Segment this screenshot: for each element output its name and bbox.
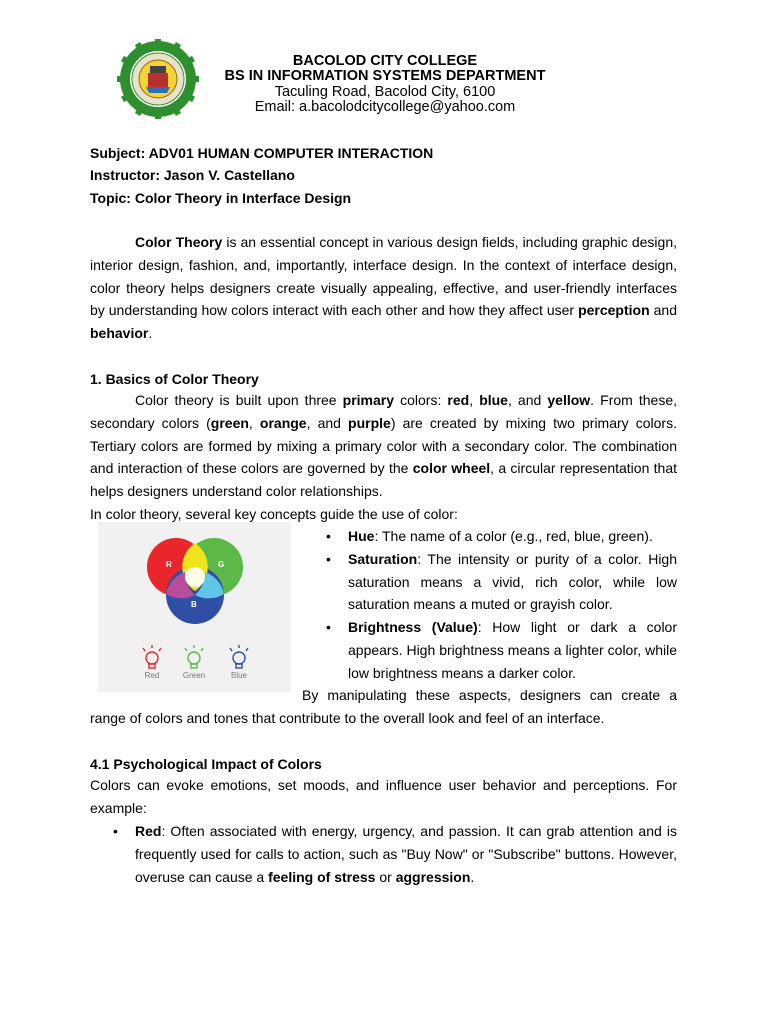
basics-paragraph: Color theory is built upon three primary colors: red, blue, and yellow. From these, secondary colors (green, orange, and purple) are created by mixing two primary colors. Tertiary colors are formed by mixing a primary color with a secondary color. The combination and interaction of these colors are governed by the color wheel, a circular representation that helps designers understand color relationships. — [90, 392, 678, 500]
list-item: • Brightness (Value): How light or dark a color appears. High brightness means a lighter color, while low brightness means a darker color. — [348, 616, 677, 684]
label-r: R — [166, 560, 172, 569]
psychological-paragraph: Colors can evoke emotions, set moods, and influence user behavior and perceptions. For example: — [90, 777, 677, 816]
color-concepts-list — [348, 525, 677, 685]
bulb-label-red: Red — [144, 671, 160, 680]
college-email: Email: a.bacolodcitycollege@yahoo.com — [254, 99, 516, 115]
section-heading-basics: 1. Basics of Color Theory — [90, 371, 259, 387]
label-b: B — [191, 600, 197, 609]
key-concepts-intro: In color theory, several key concepts guide the use of color: — [90, 506, 458, 522]
college-seal-logo — [108, 39, 208, 119]
list-item: • Red: Often associated with energy, urgency, and passion. It can grab attention and is frequently used for calls to action, such as "Buy Now" or "Subscribe" buttons. However, overuse can cause a feeling of stress or aggression. — [135, 820, 677, 888]
list-item: • Hue: The name of a color (e.g., red, blue, green). — [348, 525, 677, 548]
rgb-venn-figure — [98, 522, 291, 692]
subject-line: Subject: ADV01 HUMAN COMPUTER INTERACTION — [90, 145, 434, 161]
intro-paragraph: Color Theory is an essential concept in various design fields, including graphic design, interior design, fashion, and, importantly, interface design. In the context of interface design, color theory helps designers create visually appealing, effective, and user-friendly interfaces by understanding how colors interact with each other and how they affect user perception and behavior. — [90, 234, 677, 342]
college-name: BACOLOD CITY COLLEGE — [292, 53, 478, 69]
label-g: G — [218, 560, 225, 569]
bulb-label-green: Green — [182, 671, 206, 680]
college-address: Taculing Road, Bacolod City, 6100 — [274, 84, 496, 100]
manipulating-paragraph: By manipulating these aspects, designers can create a range of colors and tones that contribute to the overall look and feel of an interface. — [90, 687, 677, 726]
psychological-list — [135, 820, 677, 888]
instructor-line: Instructor: Jason V. Castellano — [90, 167, 295, 183]
department-name: BS IN INFORMATION SYSTEMS DEPARTMENT — [224, 68, 546, 84]
list-item: • Saturation: The intensity or purity of a color. High saturation means a vivid, rich color, while low saturation means a muted or grayish color. — [348, 548, 677, 616]
bulb-label-blue: Blue — [230, 671, 248, 680]
section-heading-psychological: 4.1 Psychological Impact of Colors — [90, 756, 322, 772]
topic-line: Topic: Color Theory in Interface Design — [90, 190, 352, 206]
